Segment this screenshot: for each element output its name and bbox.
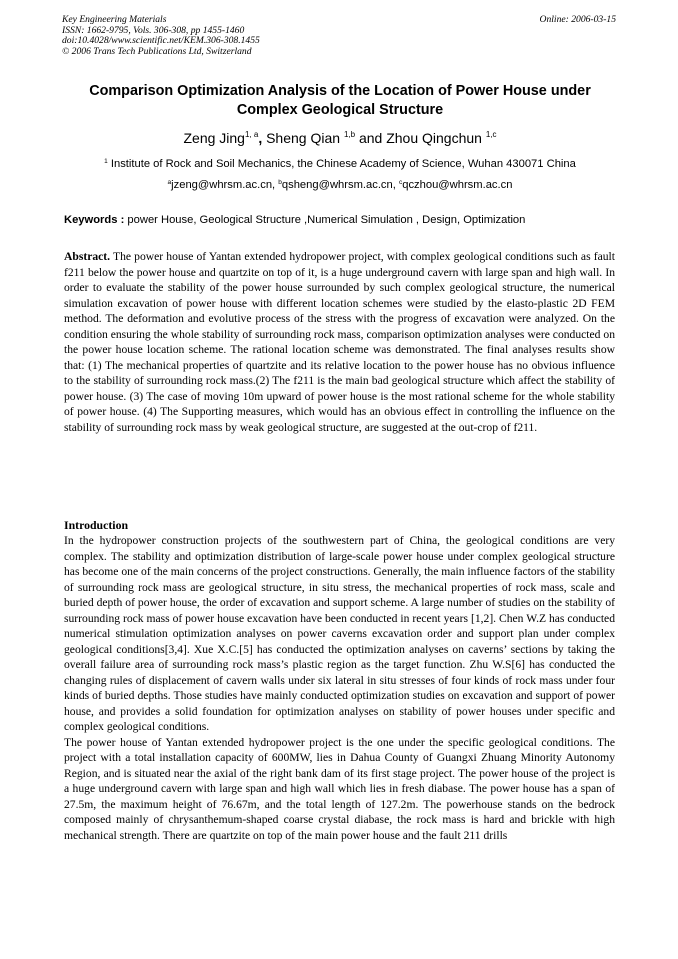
abstract-label: Abstract. <box>64 250 111 263</box>
abstract <box>64 249 615 435</box>
keywords-label: Keywords : <box>64 214 128 226</box>
author-emails <box>64 178 616 192</box>
author-affiliation-mark: 1,b <box>343 130 356 139</box>
paragraph: In the hydropower construction projects of the southwestern part of China, the geological conditions are very complex. The stability and optimization distribution of large-scale power house under complex geological structure has become one of the main concerns of the project constructions. Generally, the main influence factors of the stability of surrounding rock mass are geological structure, in situ stress, the mechanical properties of rock mass, scale and buried depth of power house, the order of excavation and support scheme. A large number of studies on the stability of surrounding rock mass of power house excavation have been conducted in recent years [1,2]. Chen W.Z has conducted numerical stimulation optimization analyses on power caverns excavation order and support plan under complex geological conditions[3,4]. Xue X.C.[5] has conducted the optimization analyses on caverns’ sections by taking the overall failure area of surrounding rock mass’s plastic region as the target function. Zhu W.S[6] has conducted the changing rules of displacement of cavern walls under six lateral in situ stresses of four kinds of rock mass under four kinds of buried depths. Those studies have mainly conducted optimization studies on excavation and support of power house, and provides a solid foundation for optimization analyses on stability of power houses under specific and complex geological conditions. <box>64 534 615 733</box>
author-affiliation-mark: 1,c <box>485 130 497 139</box>
publication-info <box>62 15 616 57</box>
introduction-body <box>64 533 615 843</box>
online-date: Online: 2006-03-15 <box>539 14 616 25</box>
journal-name: Key Engineering Materials <box>62 14 167 25</box>
doi-line: doi:10.4028/www.scientific.net/KEM.306-308.1455 <box>62 35 260 47</box>
author-name: Sheng Qian <box>266 130 341 146</box>
affiliation-mark: 1 <box>104 158 108 165</box>
abstract-text: The power house of Yantan extended hydropower project, with complex geological conditions such as fault f211 below the power house and quartzite on top of it, is a huge underground cavern with large span and high wall. In order to evaluate the stability of the power house surrounded by such complex geological structure, the numerical simulation excavation of power house with different location schemes were studied by the elasto-plastic 2D FEM method. The deformation and evolutive process of the stress with the progress of excavation were analyzed. On the condition ensuring the whole stability of surrounding rock mass, comparison optimization analyses were conducted on the power house location scheme. The rational location scheme was demonstrated. The final analyses results show that: (1) The mechanical properties of quartzite and its relative location to the power house has no obvious influence to the stability of surrounding rock mass.(2) The f211 is the main bad geological structure which affect the stability of power house. (3) The case of moving 10m upward of power house is the most rational scheme for the whole stability of power house. (4) The Supporting measures, which would has an obvious effect in controlling the influence on the stability of surrounding rock mass by weak geological structure, are suggested at the out-crop of f211. <box>64 250 615 434</box>
author-name: Zhou Qingchun <box>386 130 482 146</box>
email-mark: c <box>398 179 403 186</box>
author-name: Zeng Jing <box>183 130 245 146</box>
author-affiliation-mark: 1, a <box>244 130 259 139</box>
paragraph: The power house of Yantan extended hydropower project is the one under the specific geological conditions. The project with a total installation capacity of 600MW, lies in Dahua County of Guangxi Zhuang Minority Autonomy Region, and is situated near the axial of the right bank dam of its first stage project. The power house of the project is a huge underground cavern with large span and high wall which lies in fresh diabase. The power house has a span of 27.5m, the maximum height of 76.67m, and the total length of 127.2m. The powerhouse stands on the bedrock composed mainly of chrysanthemum-shaped coarse crystal diabase, the rock mass is hard and brickle with high mechanical strength. There are quartzite on top of the main power house and the fault 211 drills <box>64 735 615 842</box>
email-link[interactable]: jzeng@whrsm.ac.cn, <box>171 179 279 191</box>
affiliation <box>64 157 616 171</box>
keywords-text: power House, Geological Structure ,Numerical Simulation , Design, Optimization <box>127 214 526 226</box>
email-mark: b <box>278 179 282 186</box>
issn-line: ISSN: 1662-9795, Vols. 306-308, pp 1455-1460 <box>62 24 245 36</box>
section-heading-introduction: Introduction <box>64 518 129 532</box>
paper-title: Comparison Optimization Analysis of the Location of Power House under Complex Geological Structure <box>89 83 591 118</box>
email-link[interactable]: qsheng@whrsm.ac.cn, <box>281 179 399 191</box>
email-mark: a <box>167 179 172 186</box>
affiliation-text: Institute of Rock and Soil Mechanics, the Chinese Academy of Science, Wuhan 430071 China <box>110 158 576 170</box>
keywords <box>64 213 616 228</box>
running-header <box>62 15 616 57</box>
email-link[interactable]: qczhou@whrsm.ac.cn <box>402 179 513 191</box>
copyright-line: © 2006 Trans Tech Publications Ltd, Switzerland <box>62 45 252 57</box>
author-list: Zeng Jing$^{1, a}$, Sheng Qian $^{1,b}$ and Zhou Qingchun $^{1,c}$ <box>183 130 497 146</box>
